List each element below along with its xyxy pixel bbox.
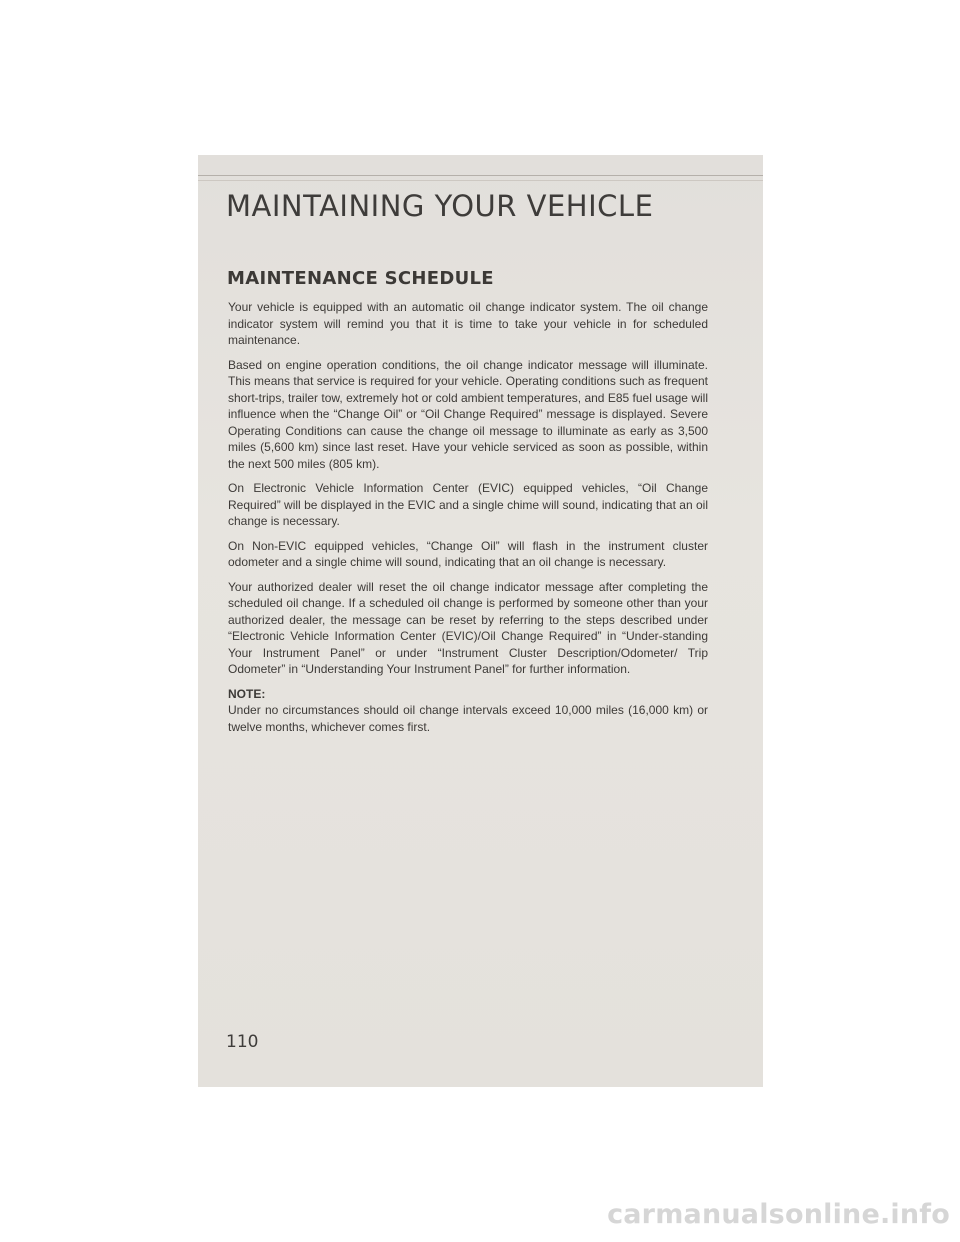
chapter-title: MAINTAINING YOUR VEHICLE — [226, 189, 654, 223]
paragraph-dealer-reset: Your authorized dealer will reset the oil change indicator message after completing the scheduled oil change. If a scheduled oil change is performed by someone other than your authorized dealer, the message can be reset by referring to the steps described under “Electronic Vehicle Information Center (EVIC)/Oil Change Required” in “Under-standing Your Instrument Panel” or under “Instrument Cluster Description/Odometer/ Trip Odometer” in “Understanding Your Instrument Panel” for further information. — [228, 579, 708, 676]
section-heading: MAINTENANCE SCHEDULE — [227, 268, 494, 289]
page-number: 110 — [226, 1032, 259, 1052]
paragraph-evic-vehicles: On Electronic Vehicle Information Center (EVIC) equipped vehicles, “Oil Change Required” will be displayed in the EVIC and a single chime will sound, indicating that an oil change is necessary. — [228, 481, 708, 528]
paragraph-operating-conditions: Based on engine operation conditions, the oil change indicator message will illuminate. This means that service is required for your vehicle. Operating conditions such as frequent short-trips, trailer tow, extremely hot or cold ambient temperatures, and E85 fuel usage will influence when the “Change Oil” or “Oil Change Required” message is displayed. Severe Operating Conditions can cause the change oil message to illuminate as early as 3,500 miles (5,600 km) since last reset. Have your vehicle serviced as soon as possible, within the next 500 miles (805 km). — [228, 357, 708, 471]
manual-page — [198, 155, 763, 1087]
paragraph-non-evic-vehicles: On Non-EVIC equipped vehicles, “Change Oil” will flash in the instrument cluster odometer and a single chime will sound, indicating that an oil change is necessary. — [228, 538, 708, 569]
header-rule-secondary — [198, 180, 763, 181]
header-rule — [198, 175, 763, 176]
note-label: NOTE: — [228, 686, 266, 701]
maintenance-schedule-section — [228, 268, 708, 743]
paragraph-oil-indicator-intro: Your vehicle is equipped with an automatic oil change indicator system. The oil change indicator system will remind you that it is time to take your vehicle in for scheduled maintenance. — [228, 300, 708, 347]
note-text: Under no circumstances should oil change intervals exceed 10,000 miles (16,000 km) or twelve months, whichever comes first. — [228, 703, 708, 734]
watermark-text: carmanualsonline.info — [607, 1199, 950, 1230]
